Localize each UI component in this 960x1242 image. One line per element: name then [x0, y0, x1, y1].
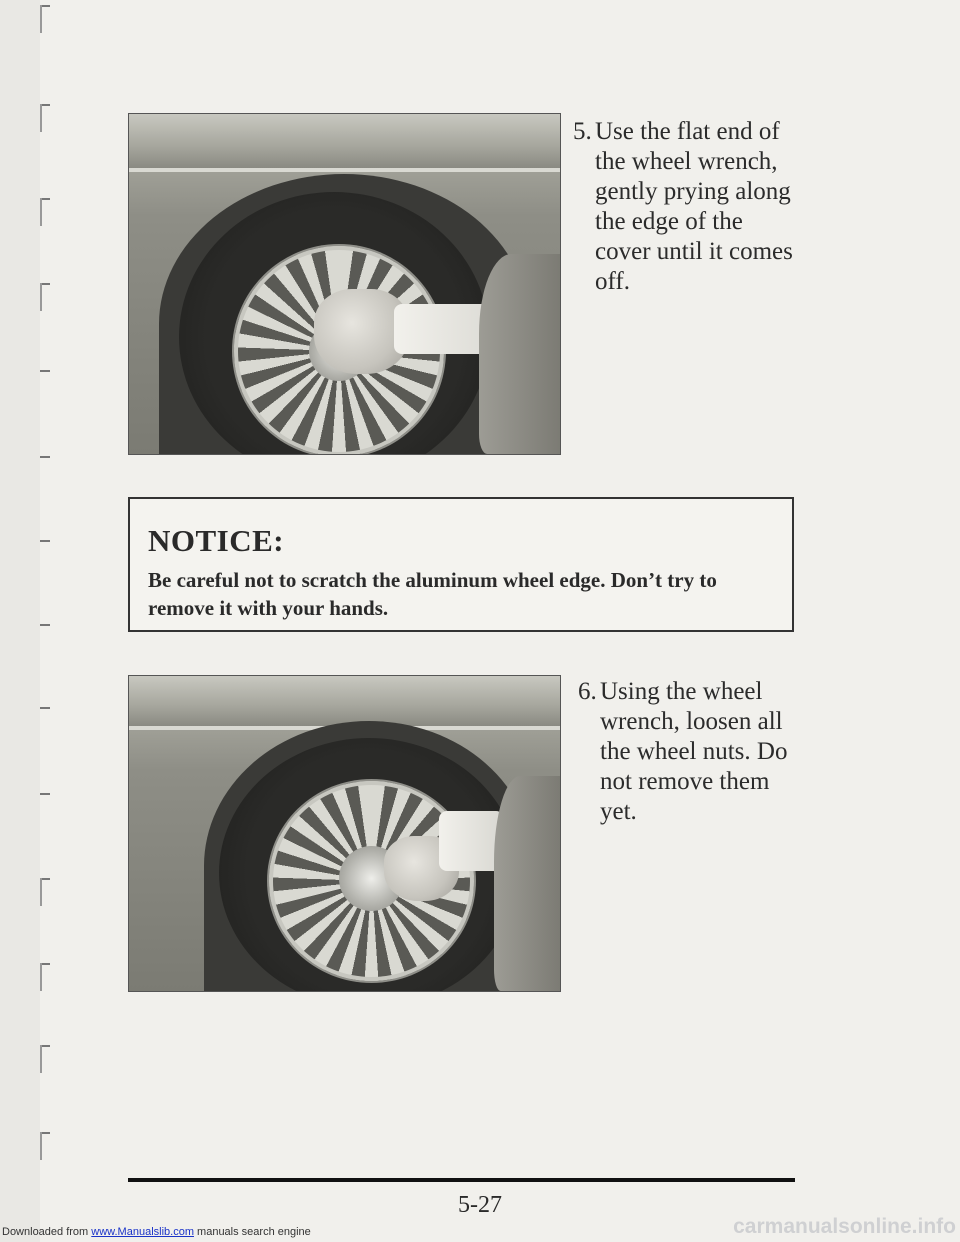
- footer-rule: [128, 1178, 795, 1182]
- leg: [494, 776, 560, 991]
- photo-remove-wheel-cover: [128, 113, 561, 455]
- photo-loosen-wheel-nuts: [128, 675, 561, 992]
- step-5: [573, 117, 813, 297]
- site-watermark: carmanualsonline.info: [733, 1215, 956, 1238]
- margin-mark: [40, 878, 50, 880]
- margin-mark: [40, 5, 50, 7]
- car-trim: [129, 168, 560, 172]
- car-body: [129, 114, 560, 168]
- margin-mark: [40, 707, 50, 709]
- margin-mark: [40, 198, 50, 200]
- step-6: [578, 677, 818, 827]
- page-left-edge: [0, 0, 40, 1242]
- notice-box: [128, 497, 794, 632]
- download-source-watermark: [2, 1226, 311, 1238]
- margin-mark: [40, 456, 50, 458]
- step-text: Using the wheel wrench, loosen all the wheel nuts. Do not remove them yet.: [600, 678, 788, 825]
- step-text: Use the flat end of the wheel wrench, gently prying along the edge of the cover until it comes off.: [595, 118, 793, 295]
- watermark-suffix: manuals search engine: [193, 1226, 311, 1238]
- manualslib-link[interactable]: www.Manualslib.com: [91, 1226, 194, 1238]
- margin-mark: [40, 283, 50, 285]
- margin-mark: [40, 793, 50, 795]
- notice-body: Be careful not to scratch the aluminum wheel edge. Don’t try to remove it with your hands.: [148, 568, 717, 620]
- watermark-prefix: Downloaded from: [2, 1226, 92, 1238]
- margin-mark: [40, 540, 50, 542]
- car-body: [129, 676, 560, 726]
- margin-mark: [40, 624, 50, 626]
- margin-mark: [40, 963, 50, 965]
- page-number: 5-27: [458, 1192, 502, 1218]
- step-number: 5.: [573, 118, 592, 145]
- margin-mark: [40, 104, 50, 106]
- step-number: 6.: [578, 678, 597, 705]
- margin-mark: [40, 1132, 50, 1134]
- margin-mark: [40, 1045, 50, 1047]
- margin-mark: [40, 370, 50, 372]
- leg: [479, 254, 560, 454]
- notice-title: NOTICE:: [148, 523, 285, 558]
